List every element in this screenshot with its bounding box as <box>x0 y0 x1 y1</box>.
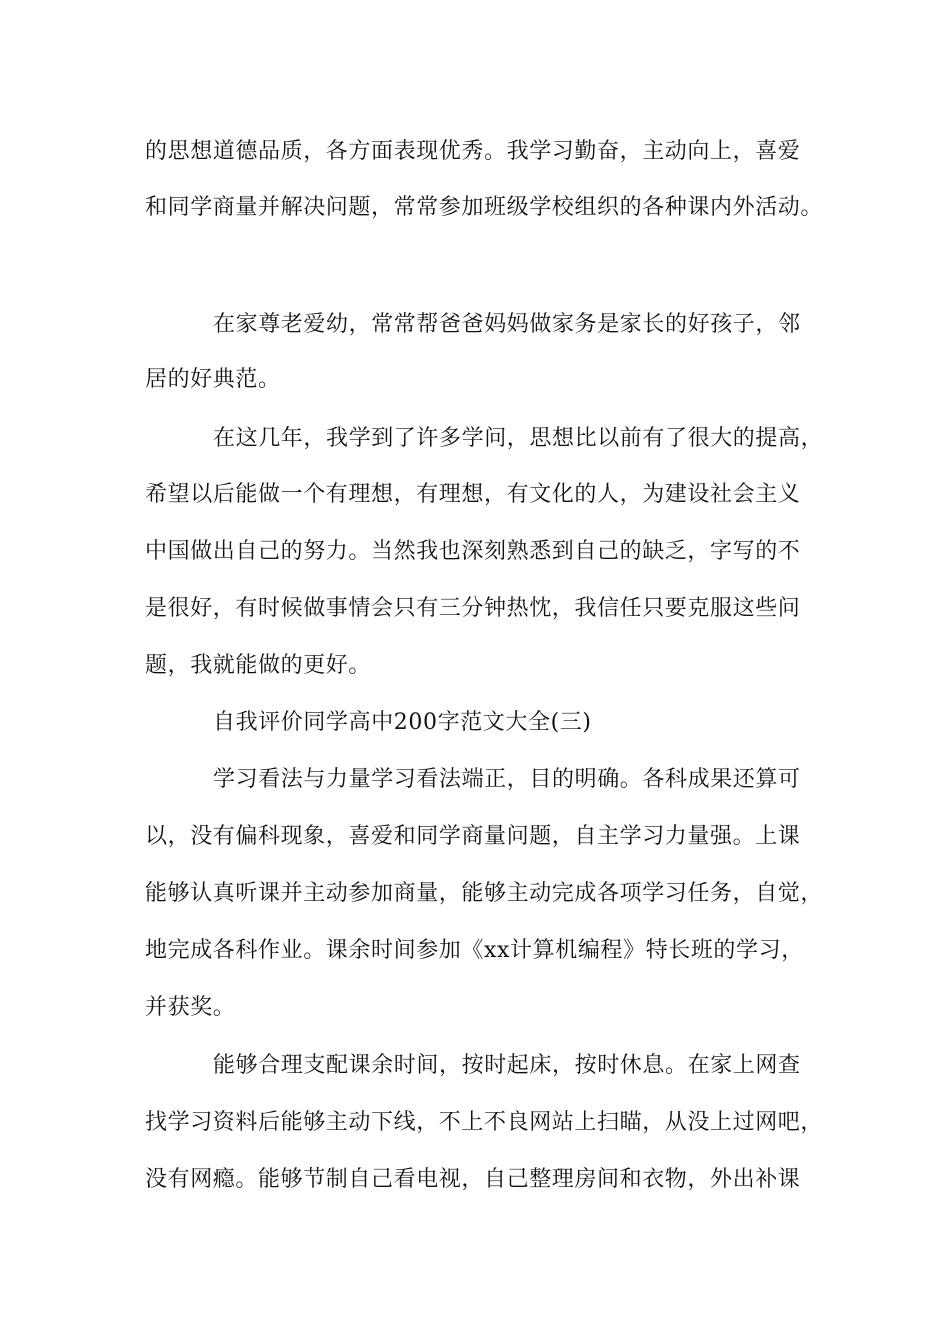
text-line: 学习看法与力量学习看法端正，目的明确。各科成果还算可 <box>213 767 801 792</box>
text-line: 并获奖。 <box>145 995 236 1020</box>
section-heading: 自我评价同学高中200字范文大全(三) <box>213 710 592 735</box>
text-line: 和同学商量并解决问题，常常参加班级学校组织的各种课内外活动。 <box>145 195 824 220</box>
text-line: 在这几年，我学到了许多学问，思想比以前有了很大的提高， <box>213 426 824 451</box>
text-line: 居的好典范。 <box>145 367 281 392</box>
text-line: 在家尊老爱幼，常常帮爸爸妈妈做家务是家长的好孩子，邻 <box>213 312 801 337</box>
text-line: 是很好，有时候做事情会只有三分钟热忱，我信任只要克服这些问 <box>145 596 801 621</box>
text-line: 能够认真听课并主动参加商量，能够主动完成各项学习任务，自觉， <box>145 881 824 906</box>
text-line: 希望以后能做一个有理想，有理想，有文化的人，为建设社会主义 <box>145 482 801 507</box>
text-line: 地完成各科作业。课余时间参加《xx计算机编程》特长班的学习， <box>145 938 804 963</box>
text-line: 中国做出自己的努力。当然我也深刻熟悉到自己的缺乏，字写的不 <box>145 539 801 564</box>
text-line: 的思想道德品质，各方面表现优秀。我学习勤奋，主动向上，喜爱 <box>145 139 801 164</box>
text-line: 能够合理支配课余时间，按时起床，按时休息。在家上网查 <box>213 1053 801 1078</box>
text-line: 没有网瘾。能够节制自己看电视，自己整理房间和衣物，外出补课 <box>145 1167 801 1192</box>
text-line: 找学习资料后能够主动下线，不上不良网站上扫瞄，从没上过网吧， <box>145 1110 824 1135</box>
text-line: 以，没有偏科现象，喜爱和同学商量问题，自主学习力量强。上课 <box>145 824 801 849</box>
text-line: 题，我就能做的更好。 <box>145 653 372 678</box>
